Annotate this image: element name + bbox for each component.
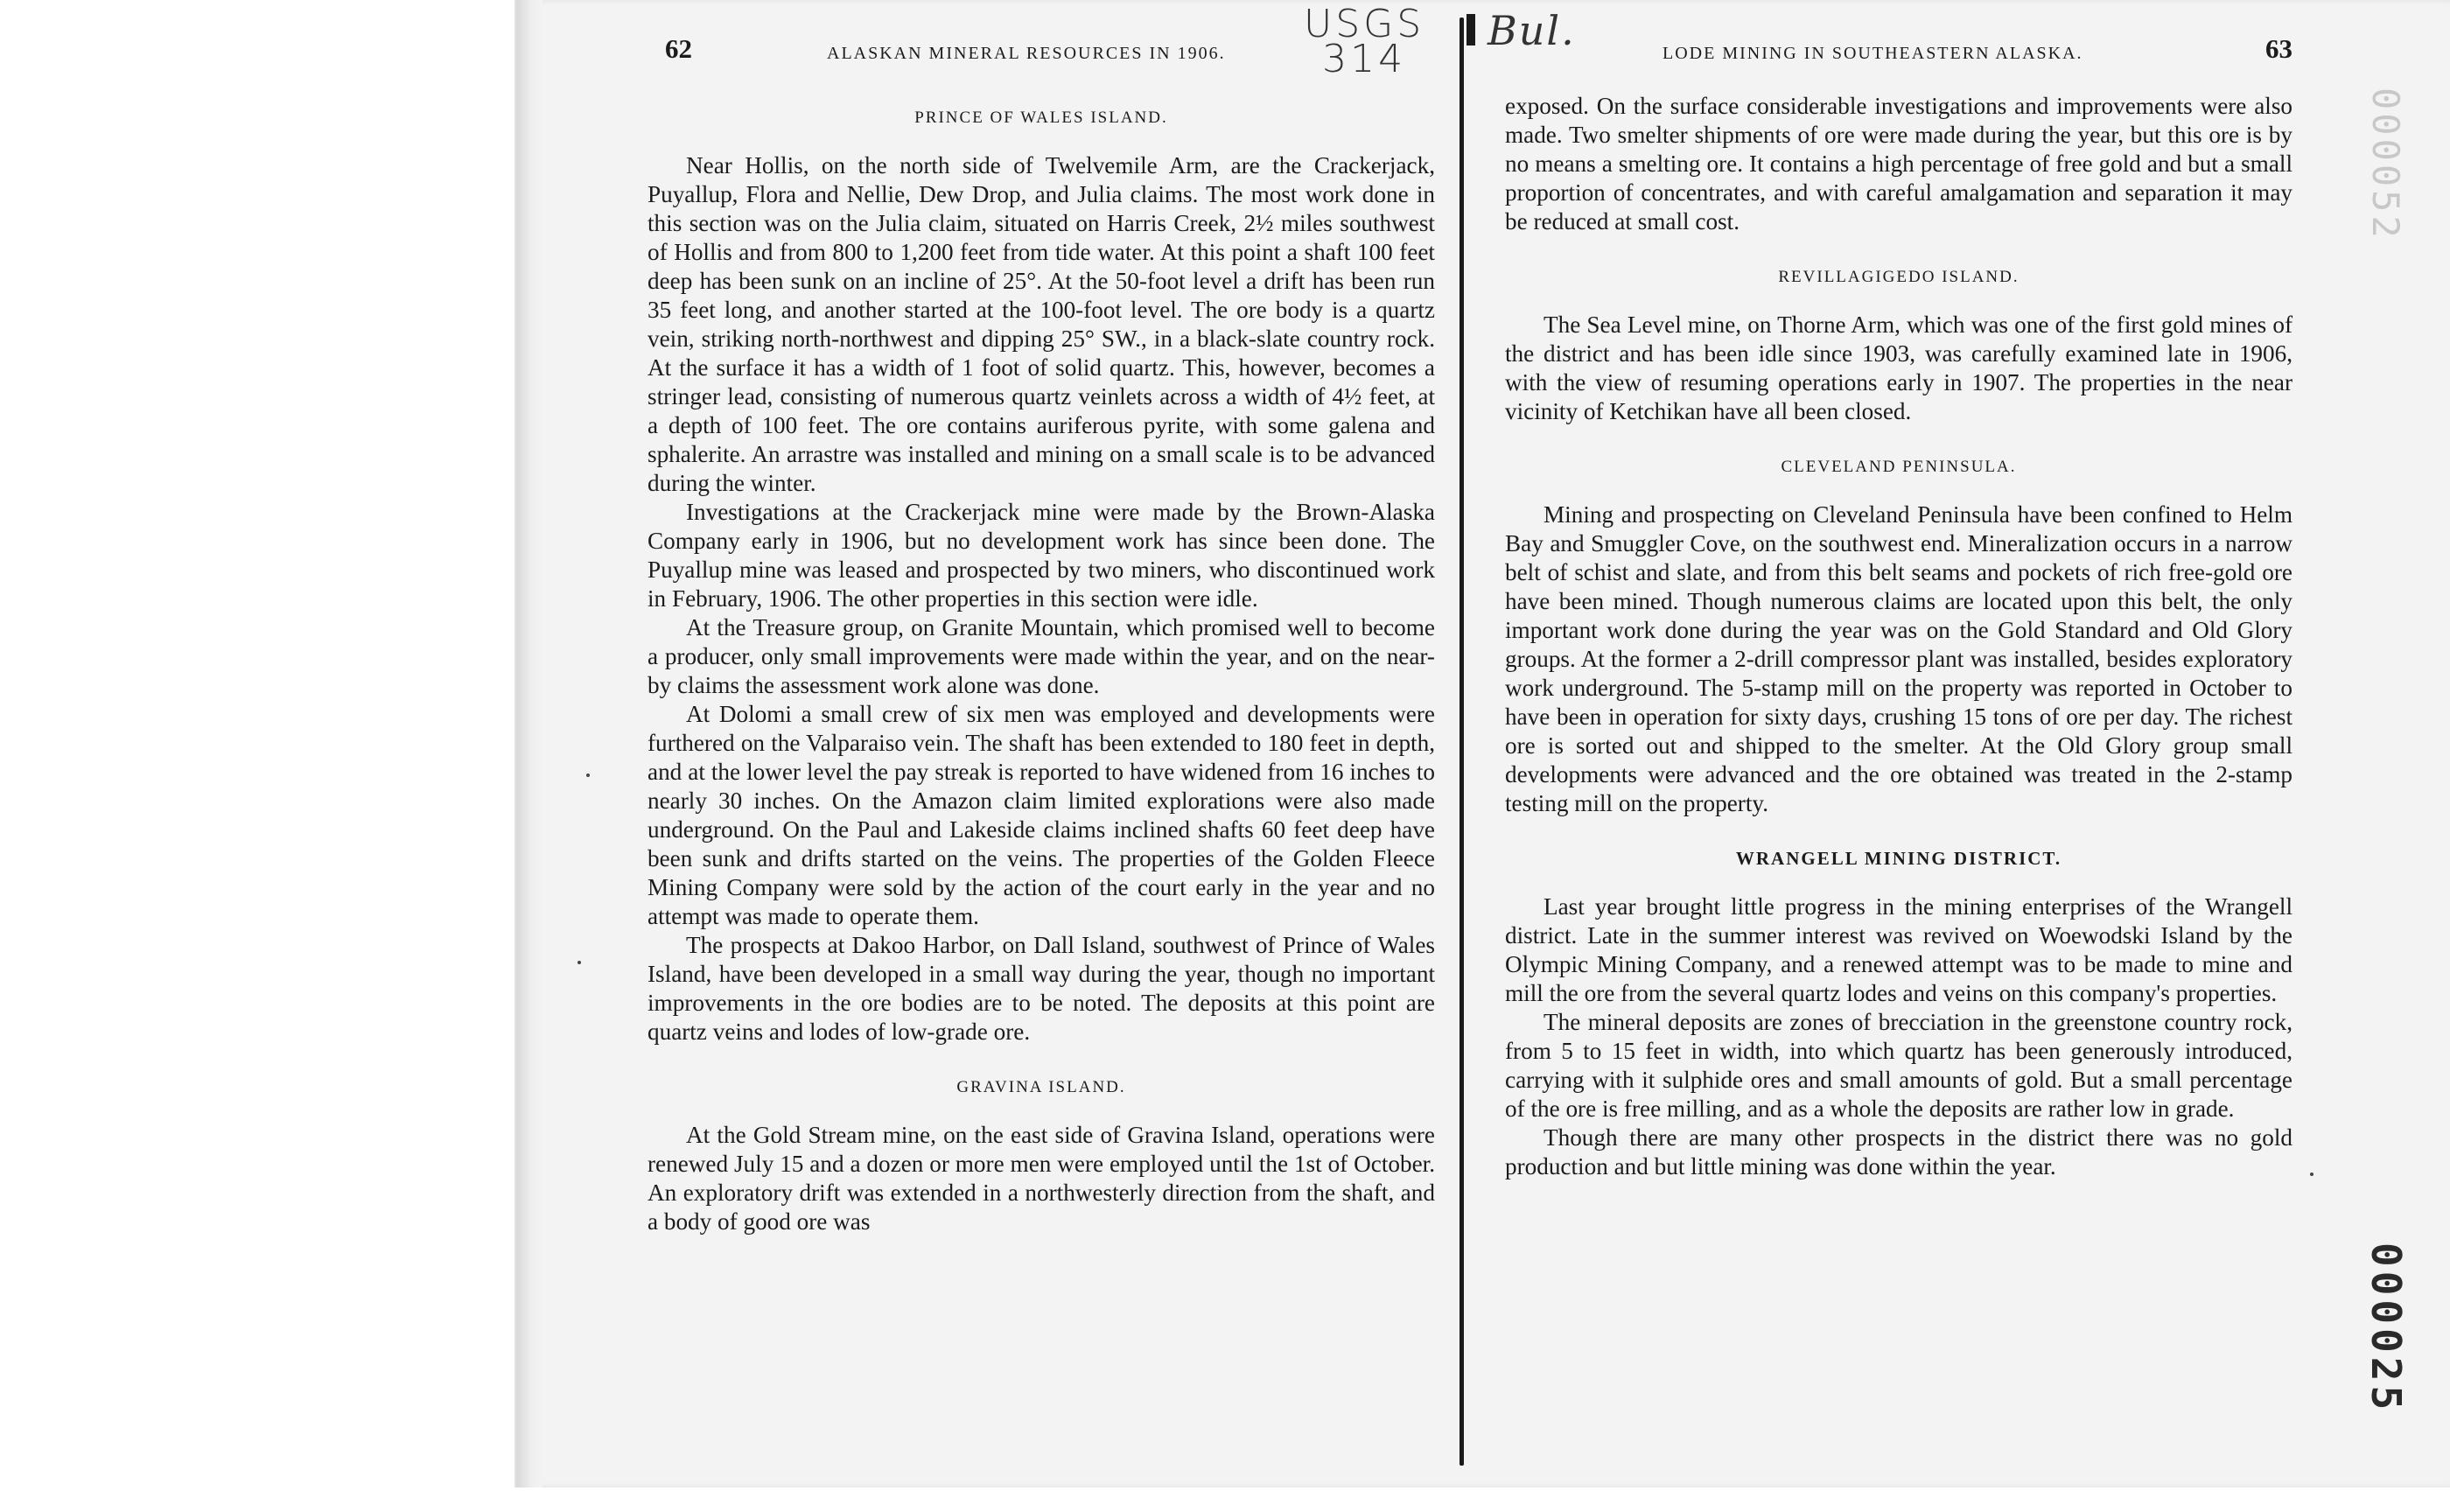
page-number: 63 <box>2265 33 2292 64</box>
paragraph: Near Hollis, on the north side of Twelvemile Arm, are the Crackerjack, Puyallup, Flora and Nellie, Dew Drop, and Julia claims. The most work done in this section was on the Julia claim, situated on Harris Creek, 2½ miles southwest of Hollis and from 800 to 1,200 feet from tide water. At this point a shaft 100 feet deep has been sunk on an incline of 25°. At the 50-foot level a drift has been run 35 feet long, and another started at the 100-foot level. The ore body is a quartz vein, striking north-northwest and dipping 25° SW., in a black-slate country rock. At the surface it has a width of 1 foot of solid quartz. This, however, becomes a stringer lead, consisting of numerous quartz veinlets across a width of 4½ feet, at a depth of 100 feet. The ore contains auriferous pyrite, with some galena and sphalerite. An arrastre was installed and mining on a small scale is to be advanced during the winter. <box>648 152 1435 496</box>
paragraph: The prospects at Dakoo Harbor, on Dall Island, southwest of Prince of Wales Island, have been developed in a small way during the year, though no important improvements in the ore bodies are to be noted. The deposits at this point are quartz veins and lodes of low-grade ore. <box>648 932 1435 1045</box>
right-running-head <box>1505 33 2292 68</box>
side-stamp-faint: 000052 <box>2364 88 2407 242</box>
paragraph: Last year brought little progress in the mining enterprises of the Wrangell district. Late in the summer interest was revived on Woewodski Island by the Olympic Mining Company, and a renewed attempt was to be made to mine and mill the ore from the several quartz lodes and veins on this company's properties. <box>1505 893 2292 1006</box>
paragraph: Mining and prospecting on Cleveland Peninsula have been confined to Helm Bay and Smuggler Cove, on the southwest end. Mineralization occurs in a narrow belt of schist and slate, and from this belt seams and pockets of rich free-gold ore have been mined. Though numerous claims are located upon this belt, the only important work done during the year was on the Gold Standard and Old Glory groups. At the former a 2-drill compressor plant was installed, besides exploratory work underground. The 5-stamp mill on the property was reported in October to have been in operation for sixty days, crushing 15 tons of ore per day. The richest ore is sorted out and shipped to the smelter. At the Old Glory group small developments were advanced and the ore obtained was treated in the 2-stamp testing mill on the property. <box>1505 501 2292 816</box>
running-title: ALASKAN MINERAL RESOURCES IN 1906. <box>827 44 1226 63</box>
usgs-label: USGS <box>1304 2 1425 46</box>
stamp-mark <box>1466 14 1475 46</box>
paragraph: The Sea Level mine, on Thorne Arm, which was one of the first gold mines of the district and has been idle since 1903, was carefully examined late in 1906, with the view of resuming operations early in 1907. The properties in the near vicinity of Ketchikan have all been closed. <box>1505 312 2292 424</box>
paragraph: The mineral deposits are zones of brecciation in the greenstone country rock, from 5 to 15 feet in width, into which quartz has been generously introduced, carrying with it sulphide ores and small amounts of gold. But a small percentage of the ore is free milling, and as a whole the deposits are rather low in grade. <box>1505 1009 2292 1122</box>
paragraph: Investigations at the Crackerjack mine were made by the Brown-Alaska Company early in 1906, but no development work has since been done. The Puyallup mine was leased and prospected by two miners, who discontinued work in February, 1906. The other properties in this section were idle. <box>648 499 1435 612</box>
paragraph: At the Treasure group, on Granite Mountain, which promised well to become a producer, only small improvements were made within the year, and on the near-by claims the assessment work alone was done. <box>648 614 1435 698</box>
left-running-head <box>648 33 1435 68</box>
right-page-body <box>1505 92 2292 1181</box>
bulletin-number: 314 <box>1322 37 1407 81</box>
book-gutter <box>1460 18 1464 1466</box>
scan-speck <box>578 961 581 964</box>
paragraph: exposed. On the surface considerable investigations and improvements were also made. Two smelter shipments of ore were made during the year, but this ore is by no means a smelting ore. It contains a high percentage of free gold and but a small proportion of concentrates, and with careful amalgamation and separation it may be reduced at small cost. <box>1505 93 2292 234</box>
handwritten-bul-annotation: Bul. <box>1488 7 1576 54</box>
section-heading: GRAVINA ISLAND. <box>956 1078 1126 1096</box>
left-page-body <box>648 96 1435 1236</box>
side-stamp-dark: 000025 <box>2362 1242 2410 1415</box>
scan-edge-shadow <box>516 0 542 1488</box>
paragraph: At the Gold Stream mine, on the east side of Gravina Island, operations were renewed July 15 and a dozen or more men were employed until the 1st of October. An exploratory drift was extended in a northwesterly direction from the shaft, and a body of good ore was <box>648 1122 1435 1235</box>
scan-speck <box>2310 1172 2314 1176</box>
page-number: 62 <box>665 33 692 64</box>
section-heading: WRANGELL MINING DISTRICT. <box>1735 848 2062 869</box>
section-heading: PRINCE OF WALES ISLAND. <box>914 108 1168 127</box>
scan-speck <box>586 774 590 777</box>
running-title: LODE MINING IN SOUTHEASTERN ALASKA. <box>1662 44 2083 63</box>
paragraph: At Dolomi a small crew of six men was employed and developments were furthered on the Valparaiso vein. The shaft has been extended to 180 feet in depth, and at the lower level the pay streak is reported to have widened from 16 inches to nearly 30 inches. On the Amazon claim limited explorations were also made underground. On the Paul and Lakeside claims inclined shafts 60 feet deep have been sunk and drifts started on the veins. The properties of the Golden Fleece Mining Company were sold by the action of the court early in the year and no attempt was made to operate them. <box>648 701 1435 929</box>
section-heading: CLEVELAND PENINSULA. <box>1781 458 2017 476</box>
paragraph: Though there are many other prospects in the district there was no gold production and but little mining was done within the year. <box>1505 1124 2292 1180</box>
section-heading: REVILLAGIGEDO ISLAND. <box>1778 268 2020 286</box>
